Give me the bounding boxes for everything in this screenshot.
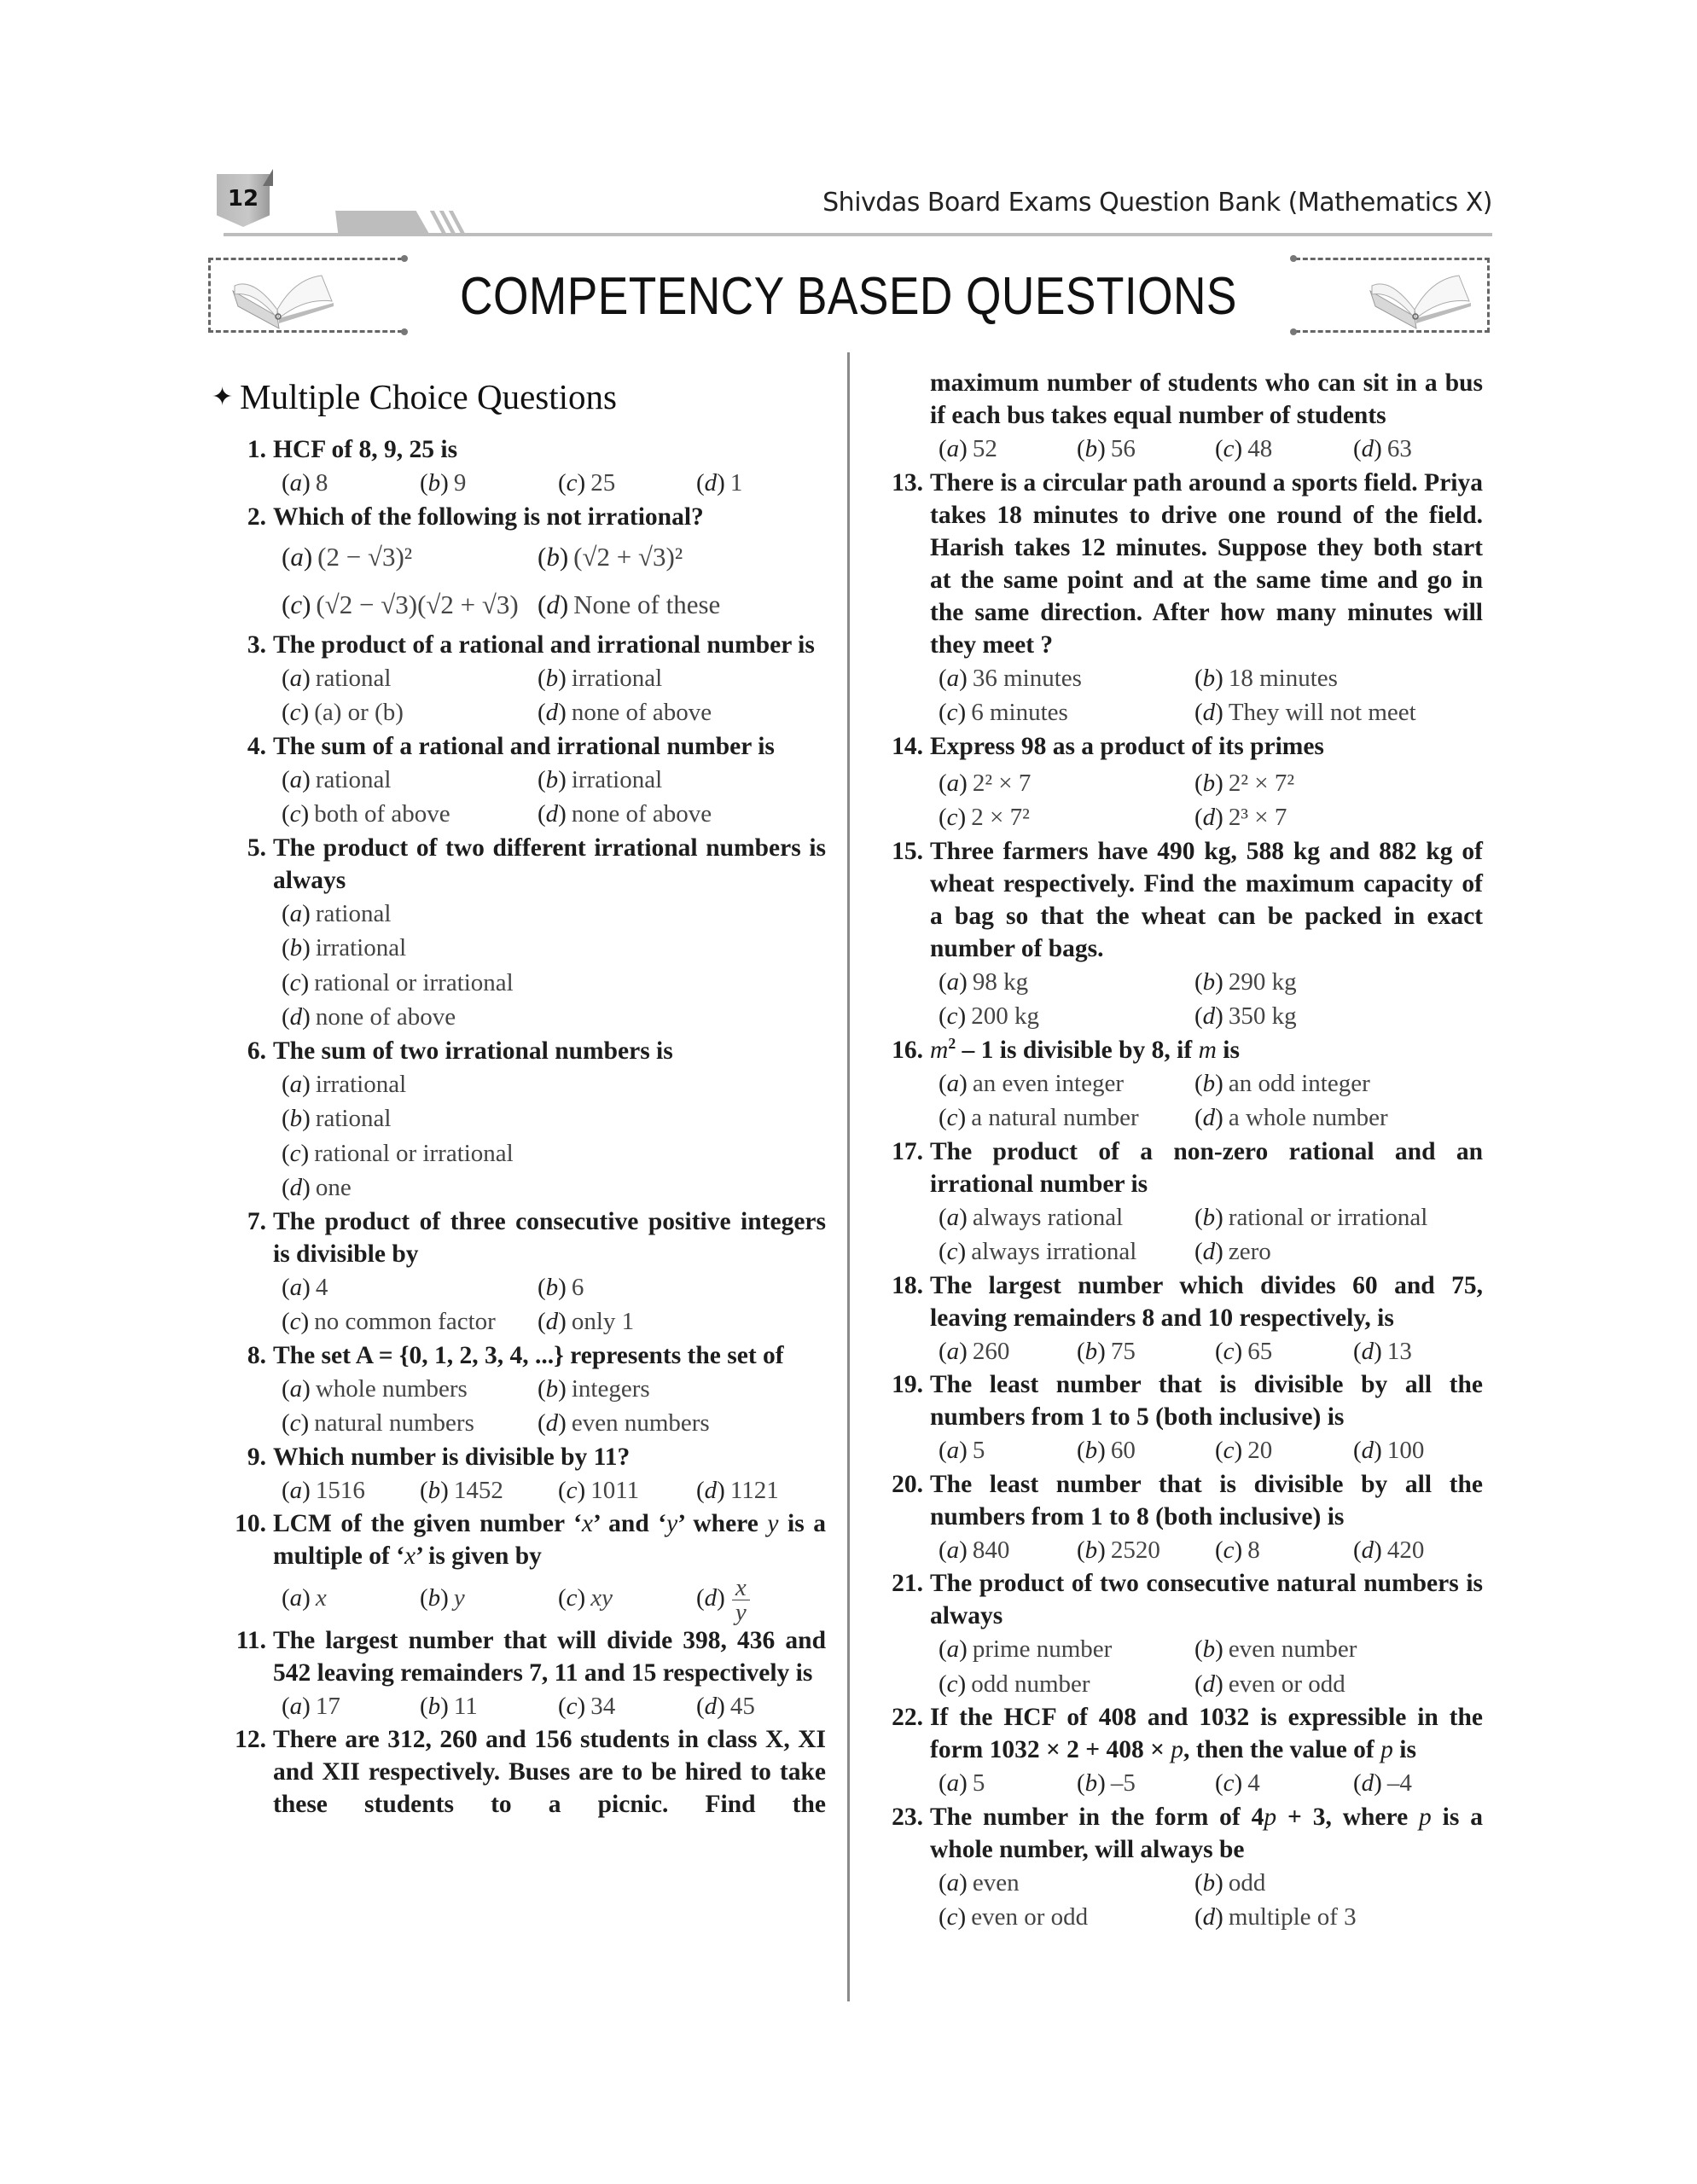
question-number: 19. [892,1371,923,1398]
question-text: The product of two consecutive natural numbers is always [930,1570,1483,1629]
options-q17 [869,1200,1483,1269]
question-text: $m^2 - 1$ is divisible by 8, if m is [930,1034,1240,1064]
option-d[interactable]: (d) –4 [1353,1769,1412,1797]
question-19 [869,1368,1483,1433]
question-number: 11. [235,1626,266,1654]
question-number: 17. [892,1137,923,1165]
question-11 [212,1624,826,1689]
option-d[interactable]: (d) multiple of 3 [1194,1903,1357,1931]
option-d[interactable]: (d) only 1 [538,1308,635,1335]
page-number-tab [213,169,275,230]
options-q6 [212,1067,826,1205]
options-q15 [869,965,1483,1034]
option-a[interactable]: (a) 52 [939,435,997,462]
option-a[interactable]: (a) 2² × 7 [939,769,1032,797]
option-b[interactable]: (b) an odd integer [1194,1069,1370,1097]
option-a[interactable]: (a) an even integer [939,1069,1124,1097]
options-q1 [212,466,826,501]
option-d[interactable]: (d) 420 [1353,1536,1425,1564]
section-heading [212,375,826,418]
option-c[interactable]: (c) 20 [1215,1437,1273,1464]
options-q22 [869,1766,1483,1801]
option-c[interactable]: (c) odd number [939,1670,1090,1698]
question-18 [869,1269,1483,1334]
frame-dot [401,328,408,335]
option-b[interactable]: (b) 75 [1077,1337,1136,1365]
page-tab-fold [263,169,273,186]
option-a[interactable]: (a) rational [282,664,392,692]
option-a[interactable]: (a) 17 [282,1692,340,1720]
question-text: If the HCF of 408 and 1032 is expressible in the form 1032 × 2 + 408 × p, then the value of p is [930,1704,1483,1763]
question-17 [869,1136,1483,1200]
option-d[interactable]: (d) $\frac{x}{y}$ [696,1572,850,1624]
option-c[interactable]: (c) 2 × 7² [939,804,1030,831]
options-q8 [212,1372,826,1441]
option-d[interactable]: (d) a whole number [1194,1104,1388,1131]
option-b[interactable]: (b) even number [1194,1635,1357,1663]
option-c[interactable]: (c) always irrational [939,1238,1137,1265]
question-14 [869,730,1483,763]
option-a[interactable]: (a) 8 [282,469,328,497]
question-13 [869,467,1483,661]
option-a[interactable]: (a) 98 kg [939,967,1029,996]
options-q16 [869,1066,1483,1136]
options-q18 [869,1334,1483,1369]
option-d[interactable]: (d) none of above [282,1003,456,1031]
option-c[interactable]: (c) 200 kg [939,1002,1039,1030]
option-c[interactable]: (c) 65 [1215,1337,1273,1365]
question-number: 18. [892,1271,923,1299]
question-text: The least number that is divisible by all the numbers from 1 to 8 (both inclusive) is [930,1470,1483,1531]
option-a[interactable]: (a) prime number [939,1635,1113,1663]
question-number: 4. [247,732,266,760]
option-b[interactable]: (b) 6 [538,1273,584,1301]
question-2 [212,501,826,533]
question-text: Express 98 as a product of its primes [930,732,1324,760]
option-d[interactable]: (d) none of above [538,800,712,828]
question-4 [212,730,826,763]
frame-dot [1290,255,1297,262]
option-c[interactable]: (c) xy [558,1584,613,1612]
question-number: 22. [892,1704,923,1731]
option-a[interactable]: (a) even [939,1868,1020,1896]
option-b[interactable]: (b) 2520 [1077,1536,1160,1564]
option-c[interactable]: (c) both of above [282,800,450,828]
option-b[interactable]: (b) rational or irrational [1194,1203,1428,1231]
option-b[interactable]: (b) 11 [420,1692,478,1720]
options-q12 [869,432,1483,467]
option-b[interactable]: (b) 2² × 7² [1194,769,1295,797]
question-8 [212,1339,826,1372]
option-d[interactable]: (d) They will not meet [1194,699,1416,726]
question-number: 15. [892,837,923,865]
question-text: The sum of a rational and irrational number is [273,732,775,760]
option-b[interactable]: (b) irrational [538,765,663,793]
question-text: Which number is divisible by 11? [273,1443,631,1471]
question-number: 7. [247,1207,266,1235]
question-number: 10. [235,1510,266,1537]
question-text: There is a circular path around a sports field. Priya takes 18 minutes to drive one round of the field. Harish takes 12 minutes. Suppose they both start at the same point and at the same time and go in the same direction. After how many minutes will they meet ? [930,468,1483,659]
question-12 [212,1723,826,1821]
option-a[interactable]: (a) (2 − √3)² [282,541,413,572]
question-21 [869,1567,1483,1632]
option-a[interactable]: (a) irrational [282,1070,407,1098]
options-q13 [869,661,1483,730]
option-a[interactable]: (a) 4 [282,1273,328,1301]
option-b[interactable]: (b) 9 [420,469,467,497]
option-d[interactable]: (d) even numbers [538,1409,710,1437]
option-d[interactable]: (d) 2³ × 7 [1194,804,1287,831]
options-q9 [212,1473,826,1508]
option-a[interactable]: (a) 5 [939,1769,985,1797]
option-c[interactable]: (c) 1011 [558,1476,640,1504]
question-number: 13. [892,468,923,497]
option-d[interactable]: (d) one [282,1174,352,1201]
question-text: The largest number that will divide 398, 436 and 542 leaving remainders 7, 11 and 15 respectively is [273,1626,826,1687]
option-c[interactable]: (c) natural numbers [282,1409,474,1437]
question-number: 5. [247,834,266,862]
option-b[interactable]: (b) irrational [538,664,663,692]
option-b[interactable]: (b) 56 [1077,435,1136,462]
diamond-bullet-icon: ✦ [212,382,234,411]
frame-dot [1290,328,1297,335]
option-c[interactable]: (c) 25 [558,469,616,497]
option-c[interactable]: (c) (a) or (b) [282,699,404,726]
option-d[interactable]: (d) 63 [1353,435,1412,462]
option-a[interactable]: (a) 5 [939,1437,985,1464]
left-column [212,358,826,1821]
question-text: The least number that is divisible by all the numbers from 1 to 5 (both inclusive) is [930,1371,1483,1431]
question-3 [212,629,826,661]
question-number: 14. [892,732,923,760]
running-title: Shivdas Board Exams Question Bank (Mathematics X) [822,188,1492,218]
question-number: 8. [247,1341,266,1369]
question-5 [212,832,826,897]
page-number: 12 [227,186,259,212]
option-d[interactable]: (d) 1121 [696,1476,779,1504]
option-d[interactable]: (d) 1 [696,469,743,497]
option-c[interactable]: (c) (√2 − √3)(√2 + √3) [282,589,519,619]
option-b[interactable]: (b) 290 kg [1194,967,1297,996]
question-12-continued [869,367,1483,432]
option-c[interactable]: (c) 6 minutes [939,699,1068,726]
options-q7 [212,1270,826,1339]
options-q2 [212,533,826,629]
option-c[interactable]: (c) even or odd [939,1903,1089,1931]
options-q23 [869,1866,1483,1935]
option-c[interactable]: (c) 34 [558,1692,616,1720]
option-b[interactable]: (b) 60 [1077,1437,1136,1464]
question-number: 6. [247,1037,266,1065]
question-text: The product of a rational and irrational number is [273,630,815,659]
question-7 [212,1205,826,1270]
question-number: 3. [247,630,266,659]
option-c[interactable]: (c) 48 [1215,435,1273,462]
question-text: Three farmers have 490 kg, 588 kg and 882 kg of wheat respectively. Find the maximum capacity of a bag so that the wheat can be packed in exact number of bags. [930,837,1483,962]
option-a[interactable]: (a) 36 minutes [939,664,1082,692]
frame-dot [401,255,408,262]
question-15 [869,835,1483,965]
question-number: 23. [892,1803,923,1831]
option-c[interactable]: (c) 8 [1215,1536,1260,1564]
options-q19 [869,1433,1483,1468]
question-text: The product of three consecutive positive integers is divisible by [273,1207,826,1268]
question-text: The sum of two irrational numbers is [273,1037,673,1065]
options-q11 [212,1689,826,1724]
option-a[interactable]: (a) rational [282,899,392,927]
option-c[interactable]: (c) rational or irrational [282,1139,514,1167]
option-a[interactable]: (a) x [282,1584,327,1612]
question-number: 21. [892,1570,923,1597]
options-q5 [212,897,826,1035]
option-c[interactable]: (c) rational or irrational [282,968,514,996]
question-1 [212,433,826,466]
option-b[interactable]: (b) 18 minutes [1194,664,1338,692]
question-text: There are 312, 260 and 156 students in class X, XI and XII respectively. Buses are to be hired to take these students to a picnic. Find the [273,1726,826,1819]
question-23 [869,1801,1483,1866]
option-b[interactable]: (b) 1452 [420,1476,503,1504]
options-q21 [869,1632,1483,1701]
question-text: Which of the following is not irrational? [273,502,704,531]
option-b[interactable]: (b) y [420,1584,465,1612]
option-d[interactable]: (d) zero [1194,1238,1271,1265]
option-a[interactable]: (a) whole numbers [282,1374,468,1403]
question-text: maximum number of students who can sit in a bus if each bus takes equal number of students [930,369,1483,429]
question-16 [869,1034,1483,1066]
option-d[interactable]: (d) none of above [538,699,712,726]
header-rule [224,233,1492,236]
right-column [869,367,1483,1935]
options-q3 [212,661,826,730]
question-text: LCM of the given number ‘x’ and ‘y’ where y is a multiple of ‘x’ is given by [273,1510,826,1570]
options-q10 [212,1572,826,1624]
option-b[interactable]: (b) –5 [1077,1769,1136,1797]
question-10 [212,1507,826,1572]
question-6 [212,1035,826,1067]
question-number: 20. [892,1470,923,1498]
question-text: The set A = {0, 1, 2, 3, 4, ...} represents the set of [273,1341,784,1369]
option-b[interactable]: (b) irrational [282,934,407,961]
options-q4 [212,763,826,832]
option-a[interactable]: (a) always rational [939,1203,1124,1231]
option-b[interactable]: (b) rational [282,1105,392,1132]
question-number: 9. [247,1443,266,1471]
option-c[interactable]: (c) 4 [1215,1769,1260,1797]
section-heading-text: Multiple Choice Questions [240,377,617,416]
header-decor-slab [335,211,429,234]
option-b[interactable]: (b) integers [538,1374,650,1403]
option-a[interactable]: (a) 1516 [282,1476,365,1504]
section-banner-title: COMPETENCY BASED QUESTIONS [460,267,1237,326]
option-d[interactable]: (d) 350 kg [1194,1002,1297,1030]
option-d[interactable]: (d) 13 [1353,1337,1412,1365]
question-20 [869,1468,1483,1533]
option-b[interactable]: (b) (√2 + √3)² [538,541,683,572]
option-d[interactable]: (d) None of these [538,589,721,619]
option-d[interactable]: (d) 100 [1353,1437,1425,1464]
question-9 [212,1441,826,1473]
question-text: HCF of 8, 9, 25 is [273,436,458,463]
question-text: The product of two different irrational numbers is always [273,834,826,894]
question-text: The number in the form of 4p + 3, where p is a whole number, will always be [930,1803,1483,1863]
question-22 [869,1701,1483,1766]
question-number: 12. [235,1726,266,1754]
fraction: $\frac{x}{y}$ [732,1576,750,1624]
question-number: 16. [892,1036,923,1064]
question-text: The product of a non-zero rational and an irrational number is [930,1137,1483,1198]
option-a[interactable]: (a) rational [282,765,392,793]
question-number: 2. [247,502,266,531]
question-text: The largest number which divides 60 and 75, leaving remainders 8 and 10 respectively, is [930,1271,1483,1332]
question-number: 1. [247,436,266,463]
option-c[interactable]: (c) no common factor [282,1308,496,1335]
options-q20 [869,1533,1483,1568]
option-c[interactable]: (c) a natural number [939,1104,1139,1131]
option-d[interactable]: (d) 45 [696,1692,755,1720]
option-a[interactable]: (a) 840 [939,1536,1010,1564]
option-b[interactable]: (b) odd [1194,1868,1266,1896]
option-a[interactable]: (a) 260 [939,1337,1010,1365]
options-q14 [869,763,1483,835]
option-d[interactable]: (d) even or odd [1194,1670,1345,1698]
